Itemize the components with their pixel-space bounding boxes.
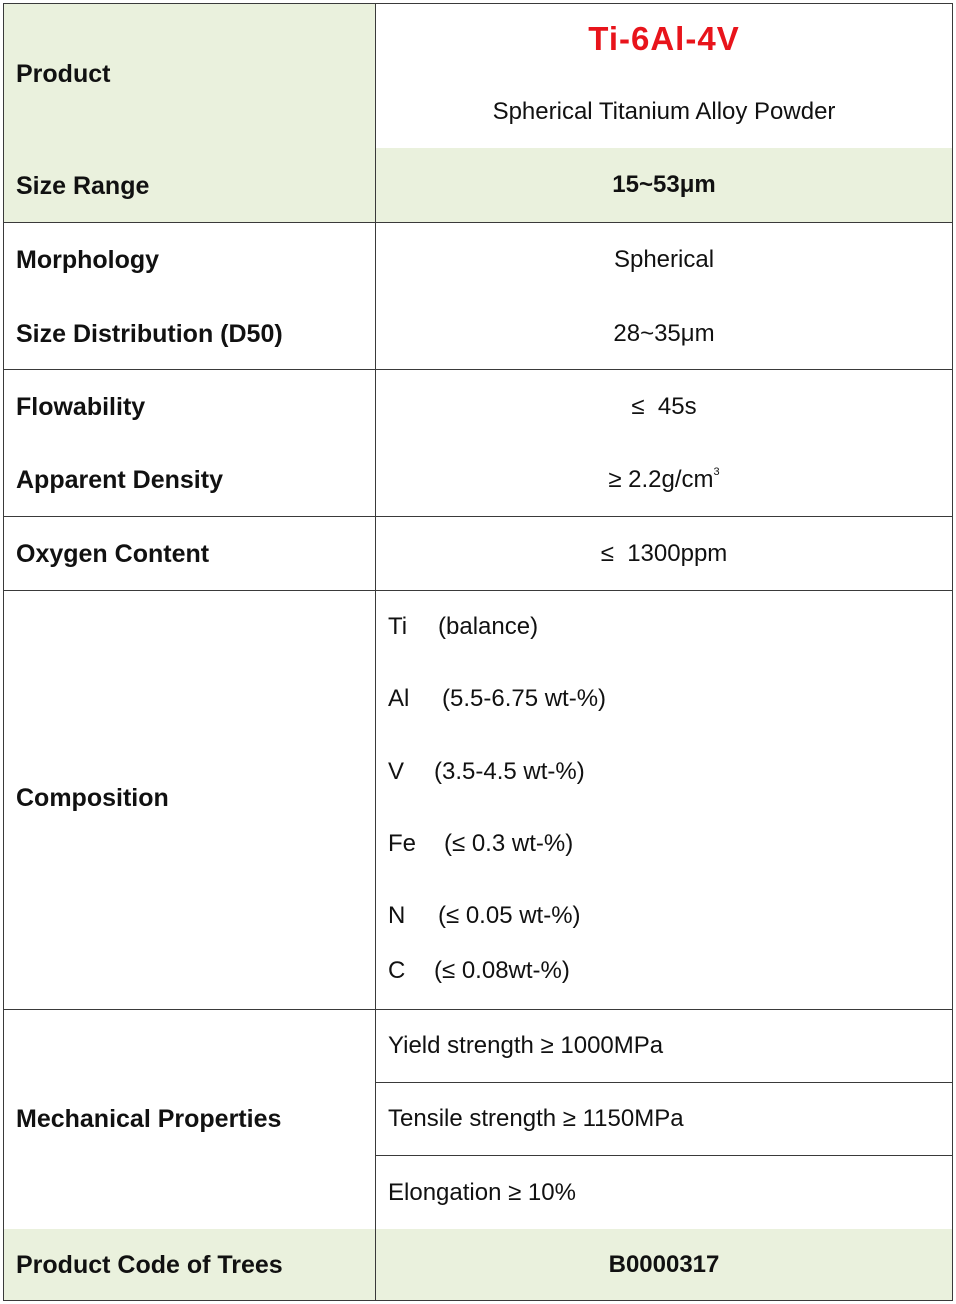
element-symbol: Ti [388, 613, 408, 640]
apparent-density-value [376, 466, 952, 494]
morphology-value-cell [376, 222, 952, 369]
product-description: Spherical Titanium Alloy Powder [492, 98, 836, 125]
oxygen-label-cell [4, 516, 376, 590]
product-label: Product [16, 60, 111, 88]
size-distribution-value: 28~35μm [613, 320, 715, 347]
spec-table [3, 3, 953, 1301]
sub-row-divider [376, 1155, 952, 1156]
apparent-density-label: Apparent Density [16, 466, 223, 494]
sub-row-divider [376, 1082, 952, 1083]
mechanical-properties-label: Mechanical Properties [16, 1105, 282, 1133]
elongation: Elongation ≥ 10% [388, 1179, 576, 1206]
flowability-value: ≤ 45s [631, 393, 697, 420]
oxygen-value-cell [376, 516, 952, 590]
oxygen-content-label: Oxygen Content [16, 540, 210, 568]
size-range-value: 15~53μm [612, 171, 716, 198]
element-amount: (balance) [438, 613, 539, 640]
flowability-value-cell [376, 369, 952, 516]
size-range-value-cell [376, 148, 952, 222]
morphology-label: Morphology [16, 246, 160, 274]
flowability-label: Flowability [16, 393, 146, 421]
composition-label: Composition [16, 784, 169, 812]
element-amount: (≤ 0.3 wt-%) [444, 830, 574, 857]
composition-item [388, 758, 585, 786]
composition-item [388, 957, 570, 985]
product-name: Ti-6Al-4V [588, 20, 740, 57]
size-distribution-label: Size Distribution (D50) [16, 320, 283, 348]
element-symbol: N [388, 902, 406, 929]
tensile-strength: Tensile strength ≥ 1150MPa [388, 1105, 684, 1132]
composition-item [388, 902, 581, 930]
morphology-value: Spherical [613, 246, 715, 273]
product-value-cell [376, 4, 952, 148]
product-code-label: Product Code of Trees [16, 1251, 283, 1279]
element-amount: (3.5-4.5 wt-%) [434, 758, 585, 785]
morphology-label-cell [4, 222, 376, 369]
element-symbol: Al [388, 685, 410, 712]
composition-label-cell [4, 590, 376, 1009]
composition-item [388, 613, 538, 641]
element-amount: (≤ 0.08wt-%) [434, 957, 570, 984]
element-amount: (5.5-6.75 wt-%) [442, 685, 607, 712]
product-code-value: B0000317 [608, 1251, 720, 1278]
density-superscript: 3 [713, 466, 720, 478]
oxygen-content-value: ≤ 1300ppm [600, 540, 728, 567]
element-symbol: V [388, 758, 405, 785]
element-symbol: Fe [388, 830, 417, 857]
mechanical-label-cell [4, 1009, 376, 1229]
composition-item [388, 830, 573, 858]
apparent-density-number: ≥ 2.2g/cm [608, 466, 714, 493]
product-code-value-cell [376, 1229, 952, 1300]
flowability-label-cell [4, 369, 376, 516]
mechanical-value-cell [376, 1009, 952, 1229]
element-symbol: C [388, 957, 406, 984]
composition-value-cell [376, 590, 952, 1009]
yield-strength: Yield strength ≥ 1000MPa [388, 1032, 664, 1059]
size-range-label: Size Range [16, 172, 150, 200]
product-label-cell [4, 4, 376, 148]
element-amount: (≤ 0.05 wt-%) [438, 902, 581, 929]
composition-item [388, 685, 606, 713]
product-code-label-cell [4, 1229, 376, 1300]
size-range-label-cell [4, 148, 376, 222]
